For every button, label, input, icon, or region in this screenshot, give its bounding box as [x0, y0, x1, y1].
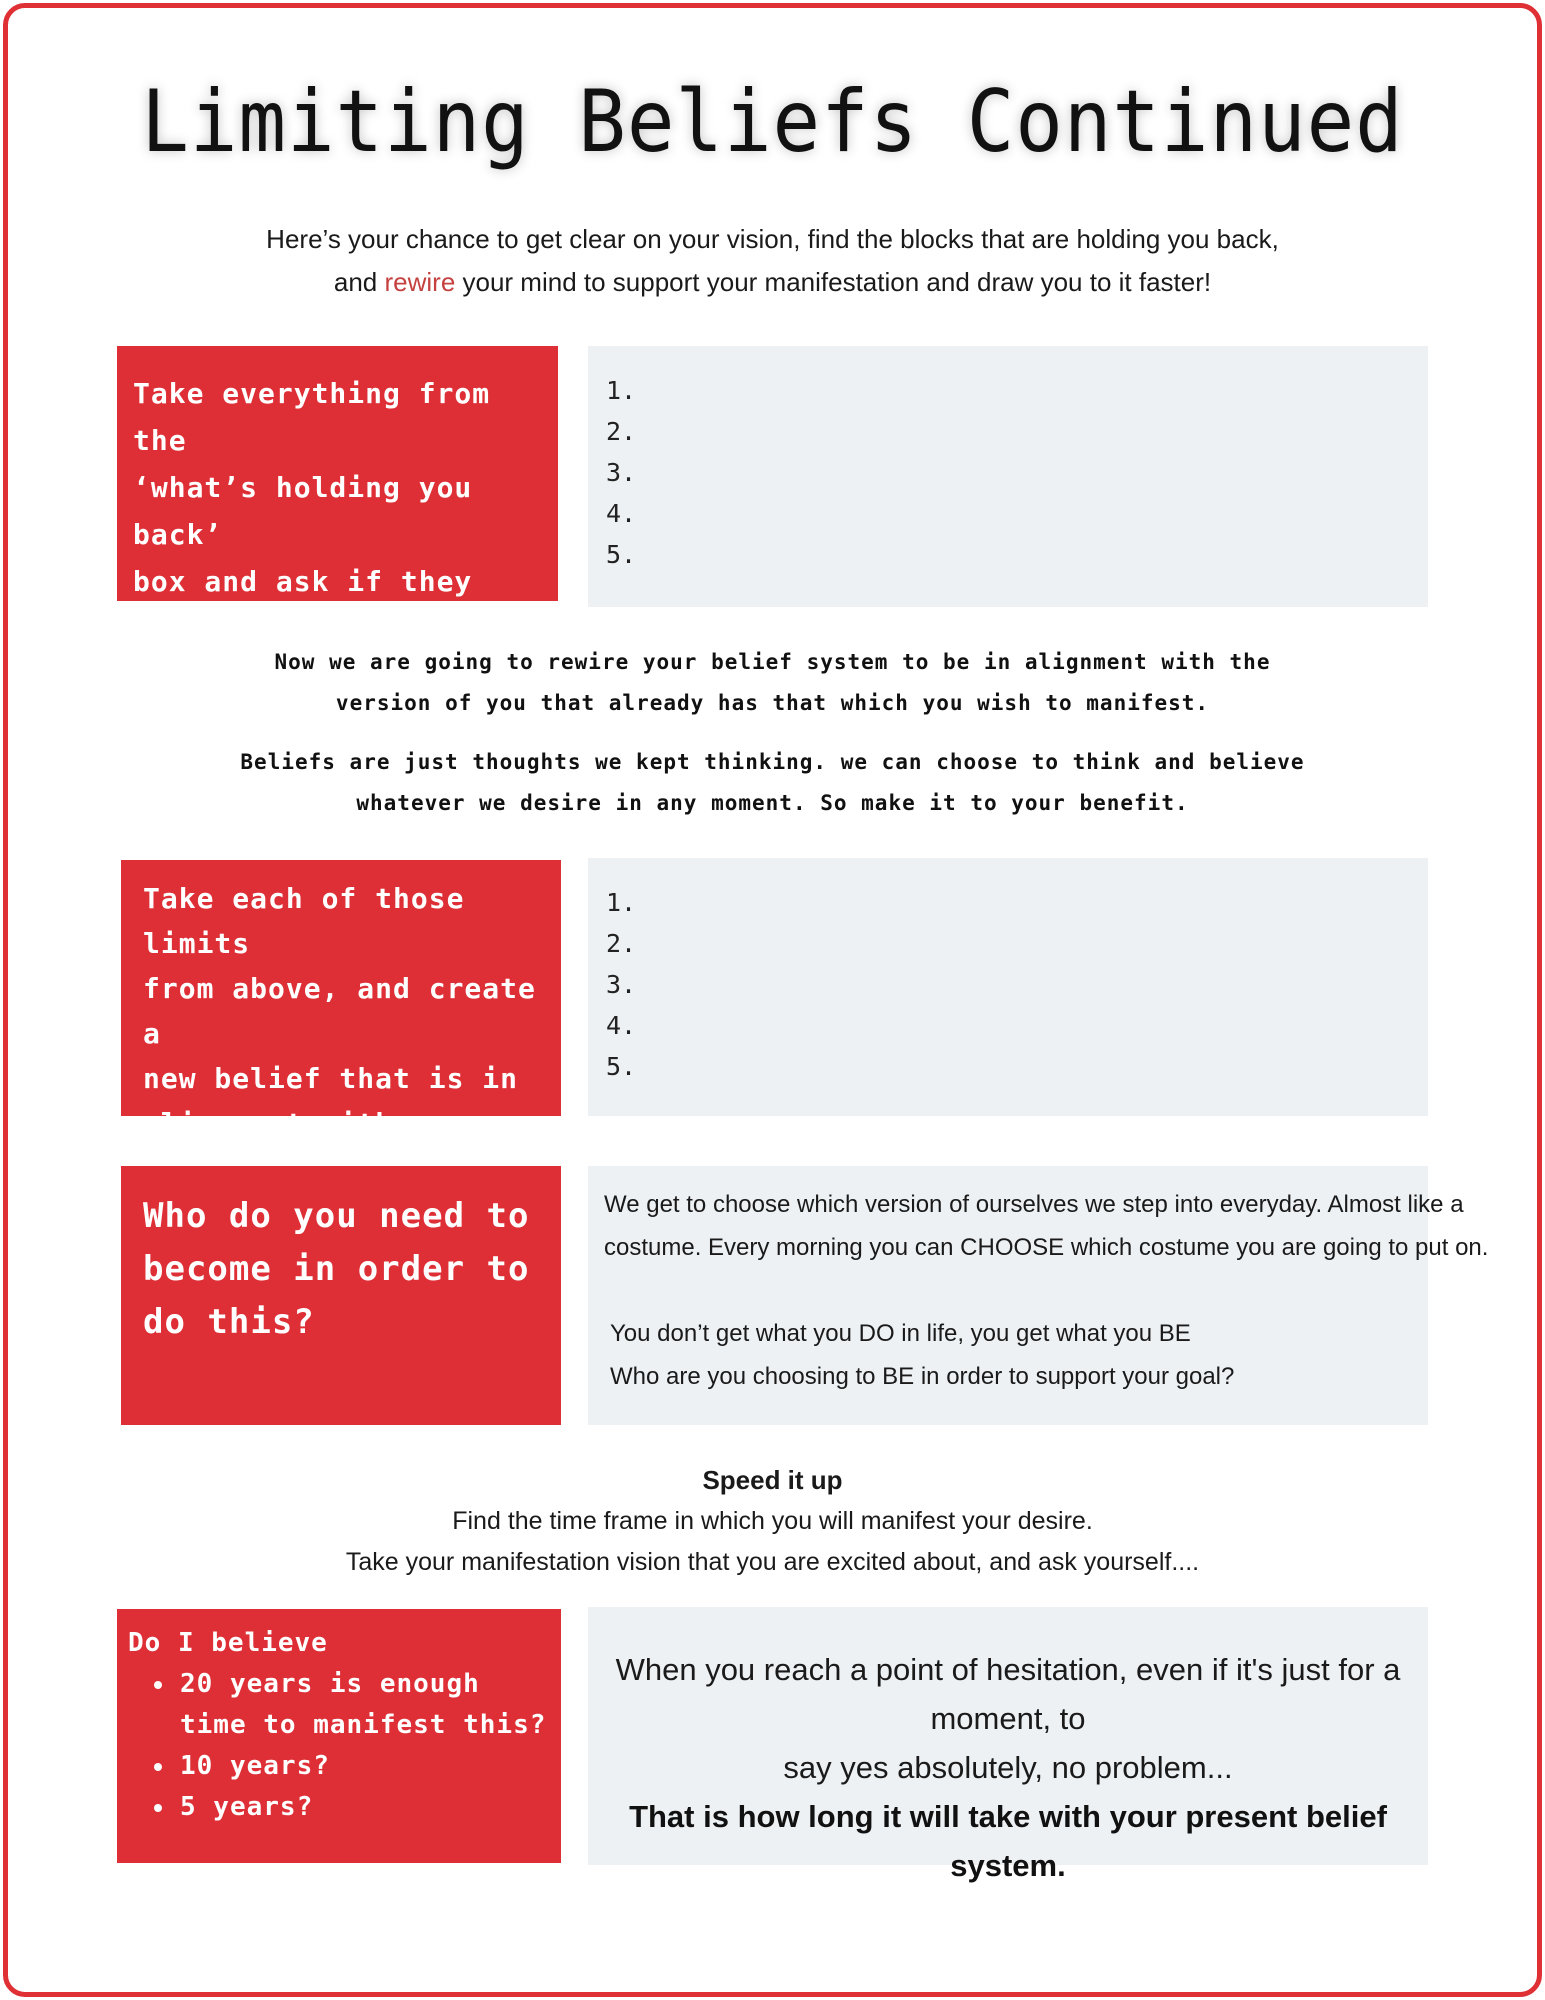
become-prompt: [121, 1166, 561, 1425]
be-line-1: You don’t get what you DO in life, you get what you BE: [610, 1320, 1191, 1347]
prompt-line: from above, and create a: [143, 972, 536, 1050]
intro-line-2-start: and: [333, 267, 385, 297]
prompt-line: do this?: [143, 1302, 315, 1342]
list-item: • 20 years is enough time to manifest this?: [176, 1664, 551, 1746]
list-item: 2.: [606, 929, 637, 958]
list-item: 4.: [606, 1011, 637, 1040]
page-title: Limiting Beliefs Continued: [141, 72, 1404, 172]
costume-line-2: costume. Every morning you can CHOOSE which costume you are going to put on.: [604, 1234, 1489, 1261]
prompt-line: actually true.: [133, 659, 384, 692]
time-frame-list: [128, 1664, 551, 1828]
prompt-line: alignment with your: [143, 1107, 483, 1140]
belief-system-line: That is how long it will take with your present belief system.: [629, 1799, 1387, 1883]
list-item: 2.: [606, 417, 637, 446]
prompt-line: Take each of those limits: [143, 882, 465, 960]
time-frame-prompt: [117, 1609, 561, 1863]
rewire-explanation: [0, 642, 1545, 724]
list-item: 3.: [606, 458, 637, 487]
rewire-line-1: Now we are going to rewire your belief system to be in alignment with the: [274, 650, 1271, 674]
list-item: 4.: [606, 499, 637, 528]
intro-line-2: [0, 261, 1545, 304]
intro-line-1: Here’s your chance to get clear on your vision, find the blocks that are holding you back,: [266, 224, 1279, 254]
list-item: 3.: [606, 970, 637, 999]
time-frame-explanation: [588, 1607, 1428, 1883]
prompt-line: Take everything from the: [133, 377, 491, 457]
new-belief-prompt: [121, 860, 561, 1140]
speed-line-2: Take your manifestation vision that you are excited about, and ask yourself....: [345, 1548, 1200, 1576]
rewire-line-2: version of you that already has that which you wish to manifest.: [335, 691, 1210, 715]
intro-text: [0, 218, 1545, 304]
list-item: • 10 years?: [176, 1746, 551, 1787]
list-item: • 5 years?: [176, 1787, 551, 1828]
speed-it-up-section: [0, 1460, 1545, 1583]
hesitation-line-2: say yes absolutely, no problem...: [783, 1750, 1233, 1785]
new-belief-list: [606, 882, 1410, 1087]
prompt-line: box and ask if they are: [133, 565, 473, 645]
beliefs-explanation: [0, 742, 1545, 824]
speed-line-1: Find the time frame in which you will manifest your desire.: [452, 1507, 1093, 1535]
rewire-highlight: rewire: [384, 267, 456, 297]
truth-check-prompt: [117, 346, 558, 692]
truth-check-list: [606, 370, 1410, 575]
become-explanation: [588, 1166, 1489, 1425]
hesitation-line-1: When you reach a point of hesitation, even if it's just for a moment, to: [615, 1652, 1401, 1736]
prompt-line: ‘what’s holding you back’: [133, 471, 473, 551]
prompt-line: Who do you need to: [143, 1196, 530, 1236]
costume-line-1: We get to choose which version of ourselves we step into everyday. Almost like a: [604, 1191, 1464, 1218]
list-item: 5.: [606, 540, 637, 569]
beliefs-line-1: Beliefs are just thoughts we kept thinking. we can choose to think and believe: [240, 750, 1305, 774]
prompt-heading: Do I believe: [128, 1628, 328, 1658]
list-item: 1.: [606, 888, 637, 917]
spacer: [604, 1269, 1412, 1312]
intro-line-2-end: your mind to support your manifestation and draw you to it faster!: [455, 267, 1212, 297]
prompt-line: new belief that is in: [143, 1062, 519, 1095]
new-belief-answer-area[interactable]: [588, 858, 1428, 1116]
beliefs-line-2: whatever we desire in any moment. So make it to your benefit.: [356, 791, 1189, 815]
list-item: 5.: [606, 1052, 637, 1081]
be-line-2: Who are you choosing to BE in order to support your goal?: [610, 1363, 1235, 1390]
prompt-line: become in order to: [143, 1249, 530, 1289]
speed-heading: Speed it up: [702, 1465, 843, 1495]
list-item: 1.: [606, 376, 637, 405]
truth-check-answer-area[interactable]: [588, 346, 1428, 607]
